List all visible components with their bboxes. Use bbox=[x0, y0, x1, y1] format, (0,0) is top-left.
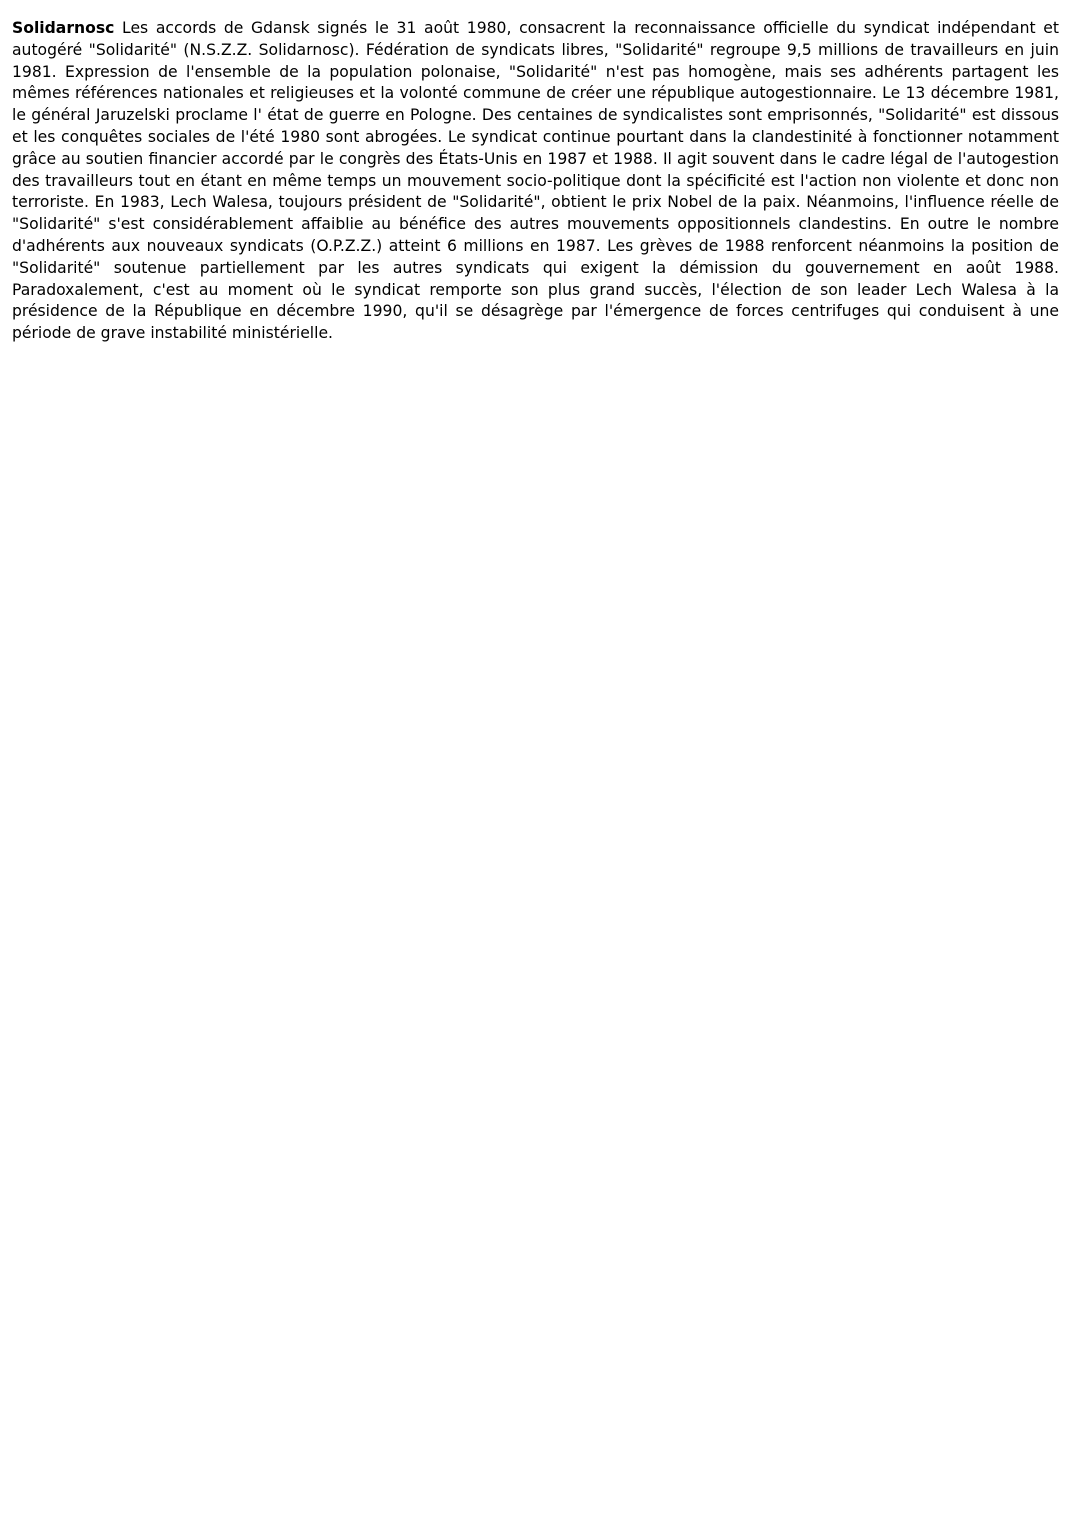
document-term: Solidarnosc bbox=[12, 19, 115, 37]
document-page bbox=[12, 18, 1059, 345]
document-paragraph bbox=[12, 18, 1059, 345]
document-body-text: Les accords de Gdansk signés le 31 août 1980, consacrent la reconnaissance officielle du syndicat indépendant et autogéré "Solidarité" (N.S.Z.Z. Solidarnosc). Fédération de syndicats libres, "Solidarité" regroupe 9,5 millions de travailleurs en juin 1981. Expression de l'ensemble de la population polonaise, "Solidarité" n'est pas homogène, mais ses adhérents partagent les mêmes références nationales et religieuses et la volonté commune de créer une république autogestionnaire. Le 13 décembre 1981, le général Jaruzelski proclame l' état de guerre en Pologne. Des centaines de syndicalistes sont emprisonnés, "Solidarité" est dissous et les conquêtes sociales de l'été 1980 sont abrogées. Le syndicat continue pourtant dans la clandestinité à fonctionner notamment grâce au soutien financier accordé par le congrès des États-Unis en 1987 et 1988. Il agit souvent dans le cadre légal de l'autogestion des travailleurs tout en étant en même temps un mouvement socio-politique dont la spécificité est l'action non violente et donc non terroriste. En 1983, Lech Walesa, toujours président de "Solidarité", obtient le prix Nobel de la paix. Néanmoins, l'influence réelle de "Solidarité" s'est considérablement affaiblie au bénéfice des autres mouvements oppositionnels clandestins. En outre le nombre d'adhérents aux nouveaux syndicats (O.P.Z.Z.) atteint 6 millions en 1987. Les grèves de 1988 renforcent néanmoins la position de "Solidarité" soutenue partiellement par les autres syndicats qui exigent la démission du gouvernement en août 1988. Paradoxalement, c'est au moment où le syndicat remporte son plus grand succès, l'élection de son leader Lech Walesa à la présidence de la République en décembre 1990, qu'il se désagrège par l'émergence de forces centrifuges qui conduisent à une période de grave instabilité ministérielle. bbox=[12, 19, 1059, 343]
